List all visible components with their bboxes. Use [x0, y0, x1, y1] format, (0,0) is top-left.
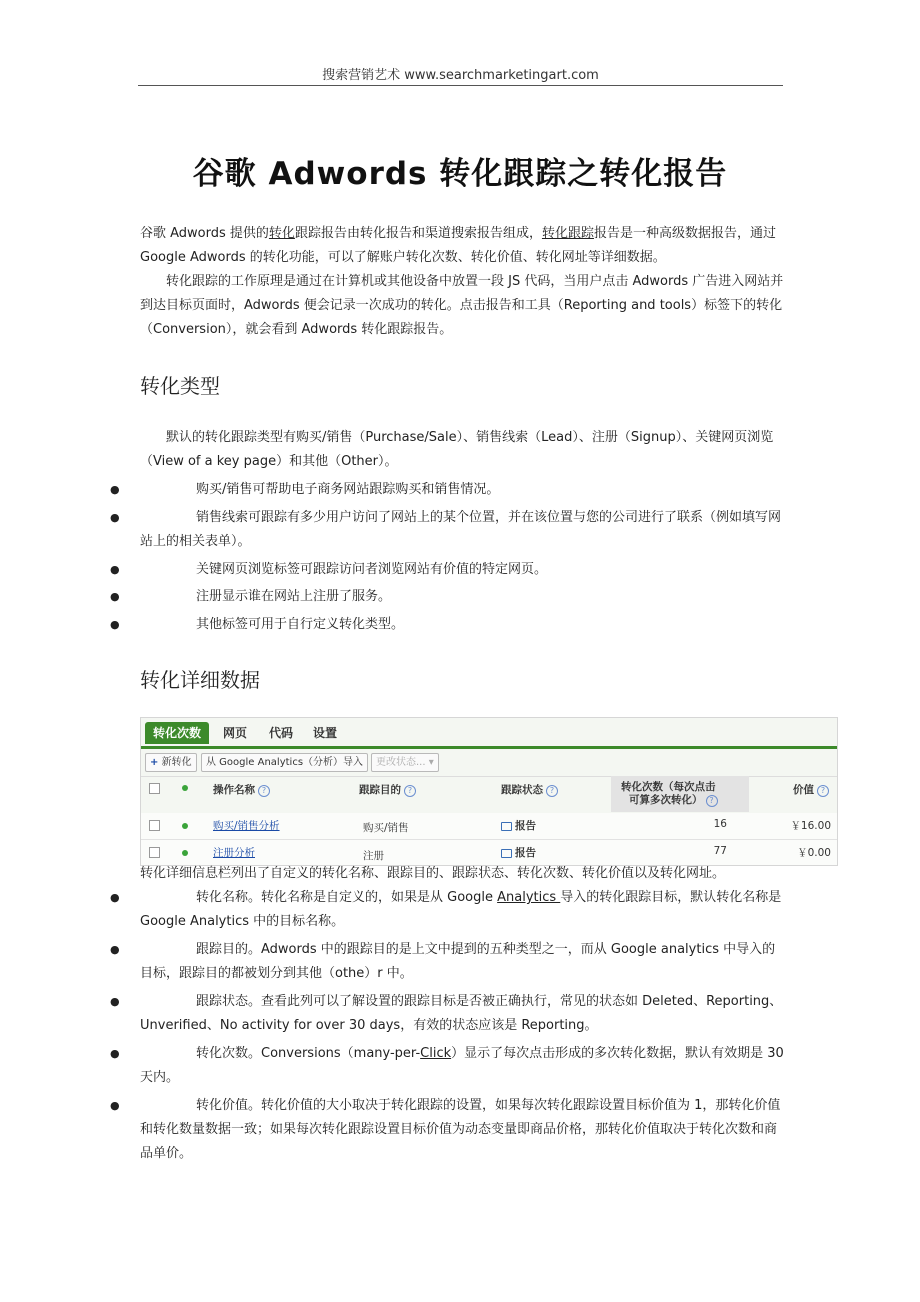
bullet-icon: ● [110, 563, 120, 576]
bullet-icon: ● [110, 618, 120, 631]
change-status-dropdown[interactable]: 更改状态... ▾ [371, 753, 439, 772]
list-item: ● 转化次数。Conversions（many-per-Click）显示了每次点击形成的多次转化数据，默认有效期是 30 天内。 [110, 1042, 785, 1090]
document-title: 谷歌 Adwords 转化跟踪之转化报告 [192, 156, 728, 192]
purpose-cell: 注册 [363, 850, 384, 862]
status-dot-icon [182, 785, 188, 791]
row-checkbox[interactable] [149, 820, 160, 831]
conversion-name-link[interactable]: 购买/销售分析 [213, 820, 280, 832]
value-cell: ￥16.00 [790, 820, 831, 832]
link-analytics[interactable]: Analytics [497, 890, 561, 905]
tab-settings[interactable]: 设置 [313, 726, 338, 740]
list-item: ● 其他标签可用于自行定义转化类型。 [110, 613, 785, 637]
list-item: ● 注册显示谁在网站上注册了服务。 [110, 585, 785, 609]
intro-paragraph-1: 谷歌 Adwords 提供的转化跟踪报告由转化报告和渠道搜索报告组成，转化跟踪报告是一种高级数据报告，通过 Google Adwords 的转化功能，可以了解账户转化次数、转化价值、转化网址等详细数据。 [140, 226, 776, 265]
toolbar [141, 749, 837, 775]
list-item: ● 跟踪目的。Adwords 中的跟踪目的是上文中提到的五种类型之一，而从 Google analytics 中导入的目标，跟踪目的都被划分到其他（othe）r 中。 [110, 938, 785, 986]
conversions-cell: 16 [713, 818, 727, 830]
report-icon [501, 849, 512, 858]
tab-webpages[interactable]: 网页 [223, 726, 248, 740]
link-conversion-tracking[interactable]: 转化跟踪 [541, 226, 594, 241]
column-header-status[interactable]: 跟踪状态 ? [501, 782, 558, 797]
bullet-icon: ● [110, 590, 120, 603]
tab-code[interactable]: 代码 [269, 726, 294, 740]
row-checkbox[interactable] [149, 847, 160, 858]
chevron-down-icon: ▾ [428, 757, 434, 768]
link-conversion[interactable]: 转化 [268, 226, 295, 241]
list-item: ● 跟踪状态。查看此列可以了解设置的跟踪目标是否被正确执行，常见的状态如 Deleted、Reporting、Unverified、No activity for over 30 days，有效的状态应该是 Reporting。 [110, 990, 785, 1038]
purpose-cell: 购买/销售 [363, 822, 409, 834]
conversion-table-screenshot [140, 717, 838, 866]
list-item: ● 购买/销售可帮助电子商务网站跟踪购买和销售情况。 [110, 478, 785, 502]
column-header-conversions[interactable]: 转化次数（每次点击 可算多次转化） ? [621, 781, 716, 806]
tab-bar [141, 718, 837, 749]
section-heading-types: 转化类型 [140, 374, 220, 398]
bullet-icon: ● [110, 483, 120, 496]
bullet-icon: ● [110, 995, 120, 1008]
status-cell: 报告 [501, 818, 536, 833]
bullet-icon: ● [110, 943, 120, 956]
table-row [141, 813, 837, 840]
list-item: ● 关键网页浏览标签可跟踪访问者浏览网站有价值的特定网页。 [110, 558, 785, 582]
column-header-name[interactable]: 操作名称 ? [213, 782, 270, 797]
header-divider [138, 85, 783, 86]
types-paragraph: 默认的转化跟踪类型有购买/销售（Purchase/Sale）、销售线索（Lead）、注册（Signup）、关键网页浏览（View of a key page）和其他（Other）。 [140, 430, 774, 469]
list-item: ● 转化价值。转化价值的大小取决于转化跟踪的设置，如果每次转化跟踪设置目标价值为 1，那转化价值和转化数量数据一致；如果每次转化跟踪设置目标价值为动态变量即商品价格，那转化价值取决于转化次数和商品单价。 [110, 1094, 785, 1166]
help-icon[interactable]: ? [546, 785, 558, 797]
page-header: 搜索营销艺术 www.searchmarketingart.com [322, 68, 599, 83]
new-conversion-button[interactable]: + 新转化 [145, 753, 197, 772]
column-header-value[interactable]: 价值 ? [793, 782, 829, 797]
list-item: ● 转化名称。转化名称是自定义的，如果是从 Google Analytics 导入的转化跟踪目标，默认转化名称是 Google Analytics 中的目标名称。 [110, 886, 785, 934]
list-item: ● 销售线索可跟踪有多少用户访问了网站上的某个位置，并在该位置与您的公司进行了联系（例如填写网站上的相关表单）。 [110, 506, 785, 554]
conversion-name-link[interactable]: 注册分析 [213, 847, 255, 859]
report-icon [501, 822, 512, 831]
column-header-purpose[interactable]: 跟踪目的 ? [359, 782, 416, 797]
bullet-icon: ● [110, 1099, 120, 1112]
import-analytics-button[interactable]: 从 Google Analytics（分析）导入 [201, 753, 368, 772]
details-caption: 转化详细信息栏列出了自定义的转化名称、跟踪目的、跟踪状态、转化次数、转化价值以及转化网址。 [140, 866, 726, 881]
help-icon[interactable]: ? [404, 785, 416, 797]
value-cell: ￥0.00 [797, 847, 831, 859]
help-icon[interactable]: ? [706, 795, 718, 807]
bullet-icon: ● [110, 891, 120, 904]
intro-paragraph-2: 转化跟踪的工作原理是通过在计算机或其他设备中放置一段 JS 代码，当用户点击 Adwords 广告进入网站并到达目标页面时，Adwords 便会记录一次成功的转化。点击报告和工具（Reporting and tools）标签下的转化（Conversion），就会看到 Adwords 转化跟踪报告。 [140, 274, 784, 337]
plus-icon: + [150, 757, 159, 768]
bullet-icon: ● [110, 1047, 120, 1060]
status-dot-icon [182, 850, 188, 856]
status-dot-icon [182, 823, 188, 829]
status-cell: 报告 [501, 845, 536, 860]
conversions-cell: 77 [713, 845, 727, 857]
tab-conversions[interactable]: 转化次数 [145, 722, 209, 744]
select-all-checkbox[interactable] [149, 783, 160, 794]
link-click[interactable]: Click [420, 1046, 452, 1061]
help-icon[interactable]: ? [817, 785, 829, 797]
section-heading-details: 转化详细数据 [140, 668, 260, 692]
bullet-icon: ● [110, 511, 120, 524]
help-icon[interactable]: ? [258, 785, 270, 797]
